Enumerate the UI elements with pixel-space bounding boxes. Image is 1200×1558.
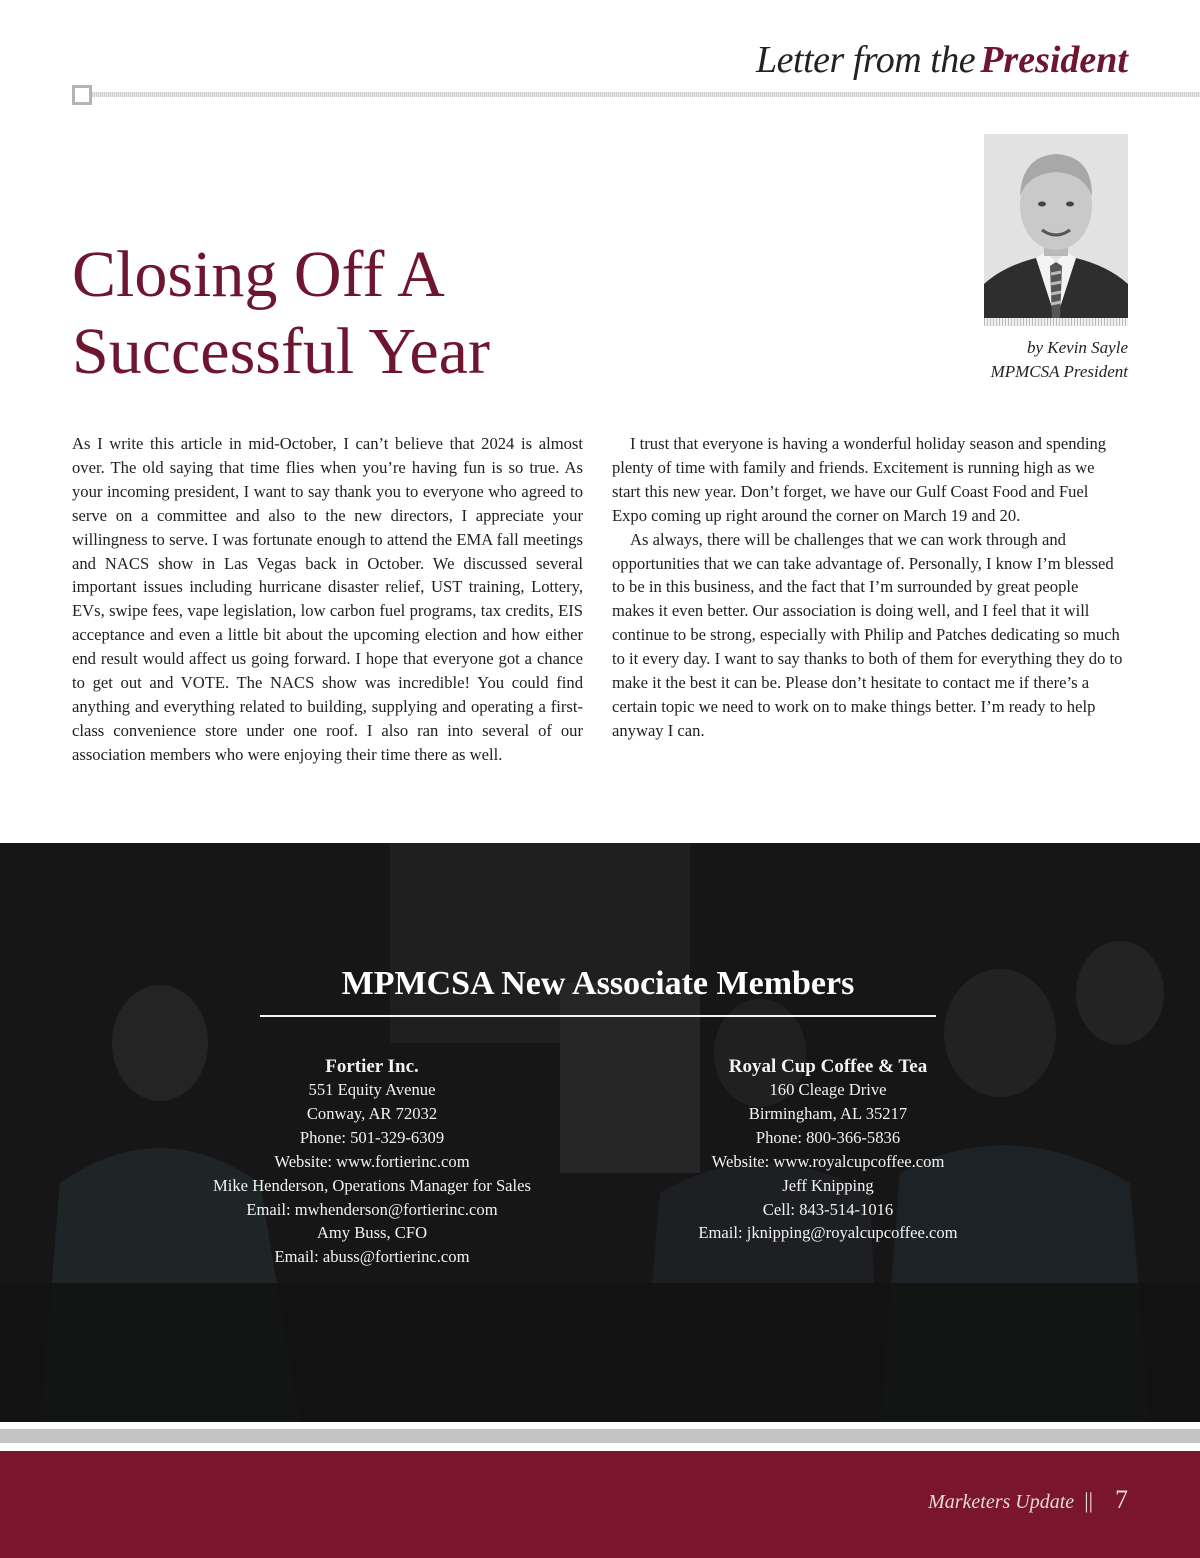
byline-role: MPMCSA President [990, 362, 1128, 381]
section-header-light: Letter from the [756, 39, 976, 81]
footer-grey-band [0, 1429, 1200, 1443]
header-rule [90, 92, 1200, 97]
member-contact-1: Jeff Knipping [782, 1175, 874, 1195]
members-title-rule [260, 1015, 936, 1017]
member-email-1: Email: jknipping@royalcupcoffee.com [698, 1223, 958, 1243]
footer-folio [928, 1485, 1128, 1515]
member-card-fortier [152, 1054, 592, 1269]
member-cell: Cell: 843-514-1016 [762, 1199, 894, 1219]
member-email-2: Email: abuss@fortierinc.com [274, 1247, 470, 1267]
article-column-right [612, 432, 1123, 743]
member-email-1: Email: mwhenderson@fortierinc.com [246, 1199, 498, 1219]
page-number: 7 [1115, 1485, 1128, 1514]
member-name: Royal Cup Coffee & Tea [728, 1056, 928, 1077]
author-portrait [984, 134, 1128, 320]
article-column-left [72, 432, 583, 767]
member-card-royal-cup [608, 1054, 1048, 1245]
member-website: Website: www.royalcupcoffee.com [711, 1151, 945, 1171]
paragraph: As always, there will be challenges that we can work through and opportunities that we can take advantage of. Personally, I know I’m blessed to be in this business, and the fact that I’m surrounded by great people makes it even better. Our association is doing well, and I feel that it will continue to be strong, especially with Philip and Patches dedicating so much to it every day. I want to say thanks to both of them for everything they do to make it the best it can be. Please don’t hesitate to contact me if there’s a certain topic we need to work on to make things better. I’m ready to help anyway I can. [612, 529, 1123, 740]
paragraph: As I write this article in mid-October, I can’t believe that 2024 is almost over. The old saying that time flies when you’re having fun is so true. As your incoming president, I want to say thank you to everyone who agreed to serve on a committee and also to the new directors, I appreciate your willingness to serve. I was fortunate enough to attend the EMA fall meetings and NACS show in Las Vegas back in October. We discussed several important issues including hurricane disaster relief, UST training, Lottery, EVs, swipe fees, vape legislation, low carbon fuel programs, tax credits, EIS acceptance and even a little bit about the upcoming election and how either end result would affect us going forward. I hope that everyone got a chance to get out and VOTE. The NACS show was incredible! You could find anything and everything related to building, supplying and operating a first-class convenience store under one roof. I also ran into several of our association members who were enjoying their time there as well. [72, 434, 583, 764]
member-phone: Phone: 800-366-5836 [755, 1127, 901, 1147]
member-contact-2: Amy Buss, CFO [316, 1223, 428, 1243]
member-contact-1: Mike Henderson, Operations Manager for Sales [213, 1175, 531, 1195]
publication-name: Marketers Update [928, 1491, 1075, 1513]
article-title: Closing Off A Successful Year [72, 238, 490, 388]
portrait-illustration [984, 134, 1128, 320]
portrait-caption-strip [984, 318, 1128, 326]
member-address-line-1: 160 Cleage Drive [769, 1080, 887, 1099]
header-square-ornament [72, 85, 92, 105]
byline [991, 336, 1128, 384]
section-header [756, 38, 1128, 82]
member-phone: Phone: 501-329-6309 [299, 1127, 445, 1147]
folio-separator: || [1084, 1488, 1093, 1513]
member-address-line-2: Conway, AR 72032 [306, 1103, 438, 1123]
members-title: MPMCSA New Associate Members [341, 965, 855, 1002]
member-address-line-2: Birmingham, AL 35217 [748, 1103, 908, 1123]
member-address-line-1: 551 Equity Avenue [308, 1080, 436, 1099]
member-name: Fortier Inc. [325, 1056, 419, 1077]
member-website: Website: www.fortierinc.com [274, 1151, 470, 1171]
paragraph: I trust that everyone is having a wonderful holiday season and spending plenty of time with family and friends. Excitement is running high as we start this new year. Don’t forget, we have our Gulf Coast Food and Fuel Expo coming up right around the corner on March 19 and 20. [612, 434, 1107, 525]
byline-name: by Kevin Sayle [1026, 338, 1128, 357]
section-header-bold: President [980, 39, 1128, 81]
